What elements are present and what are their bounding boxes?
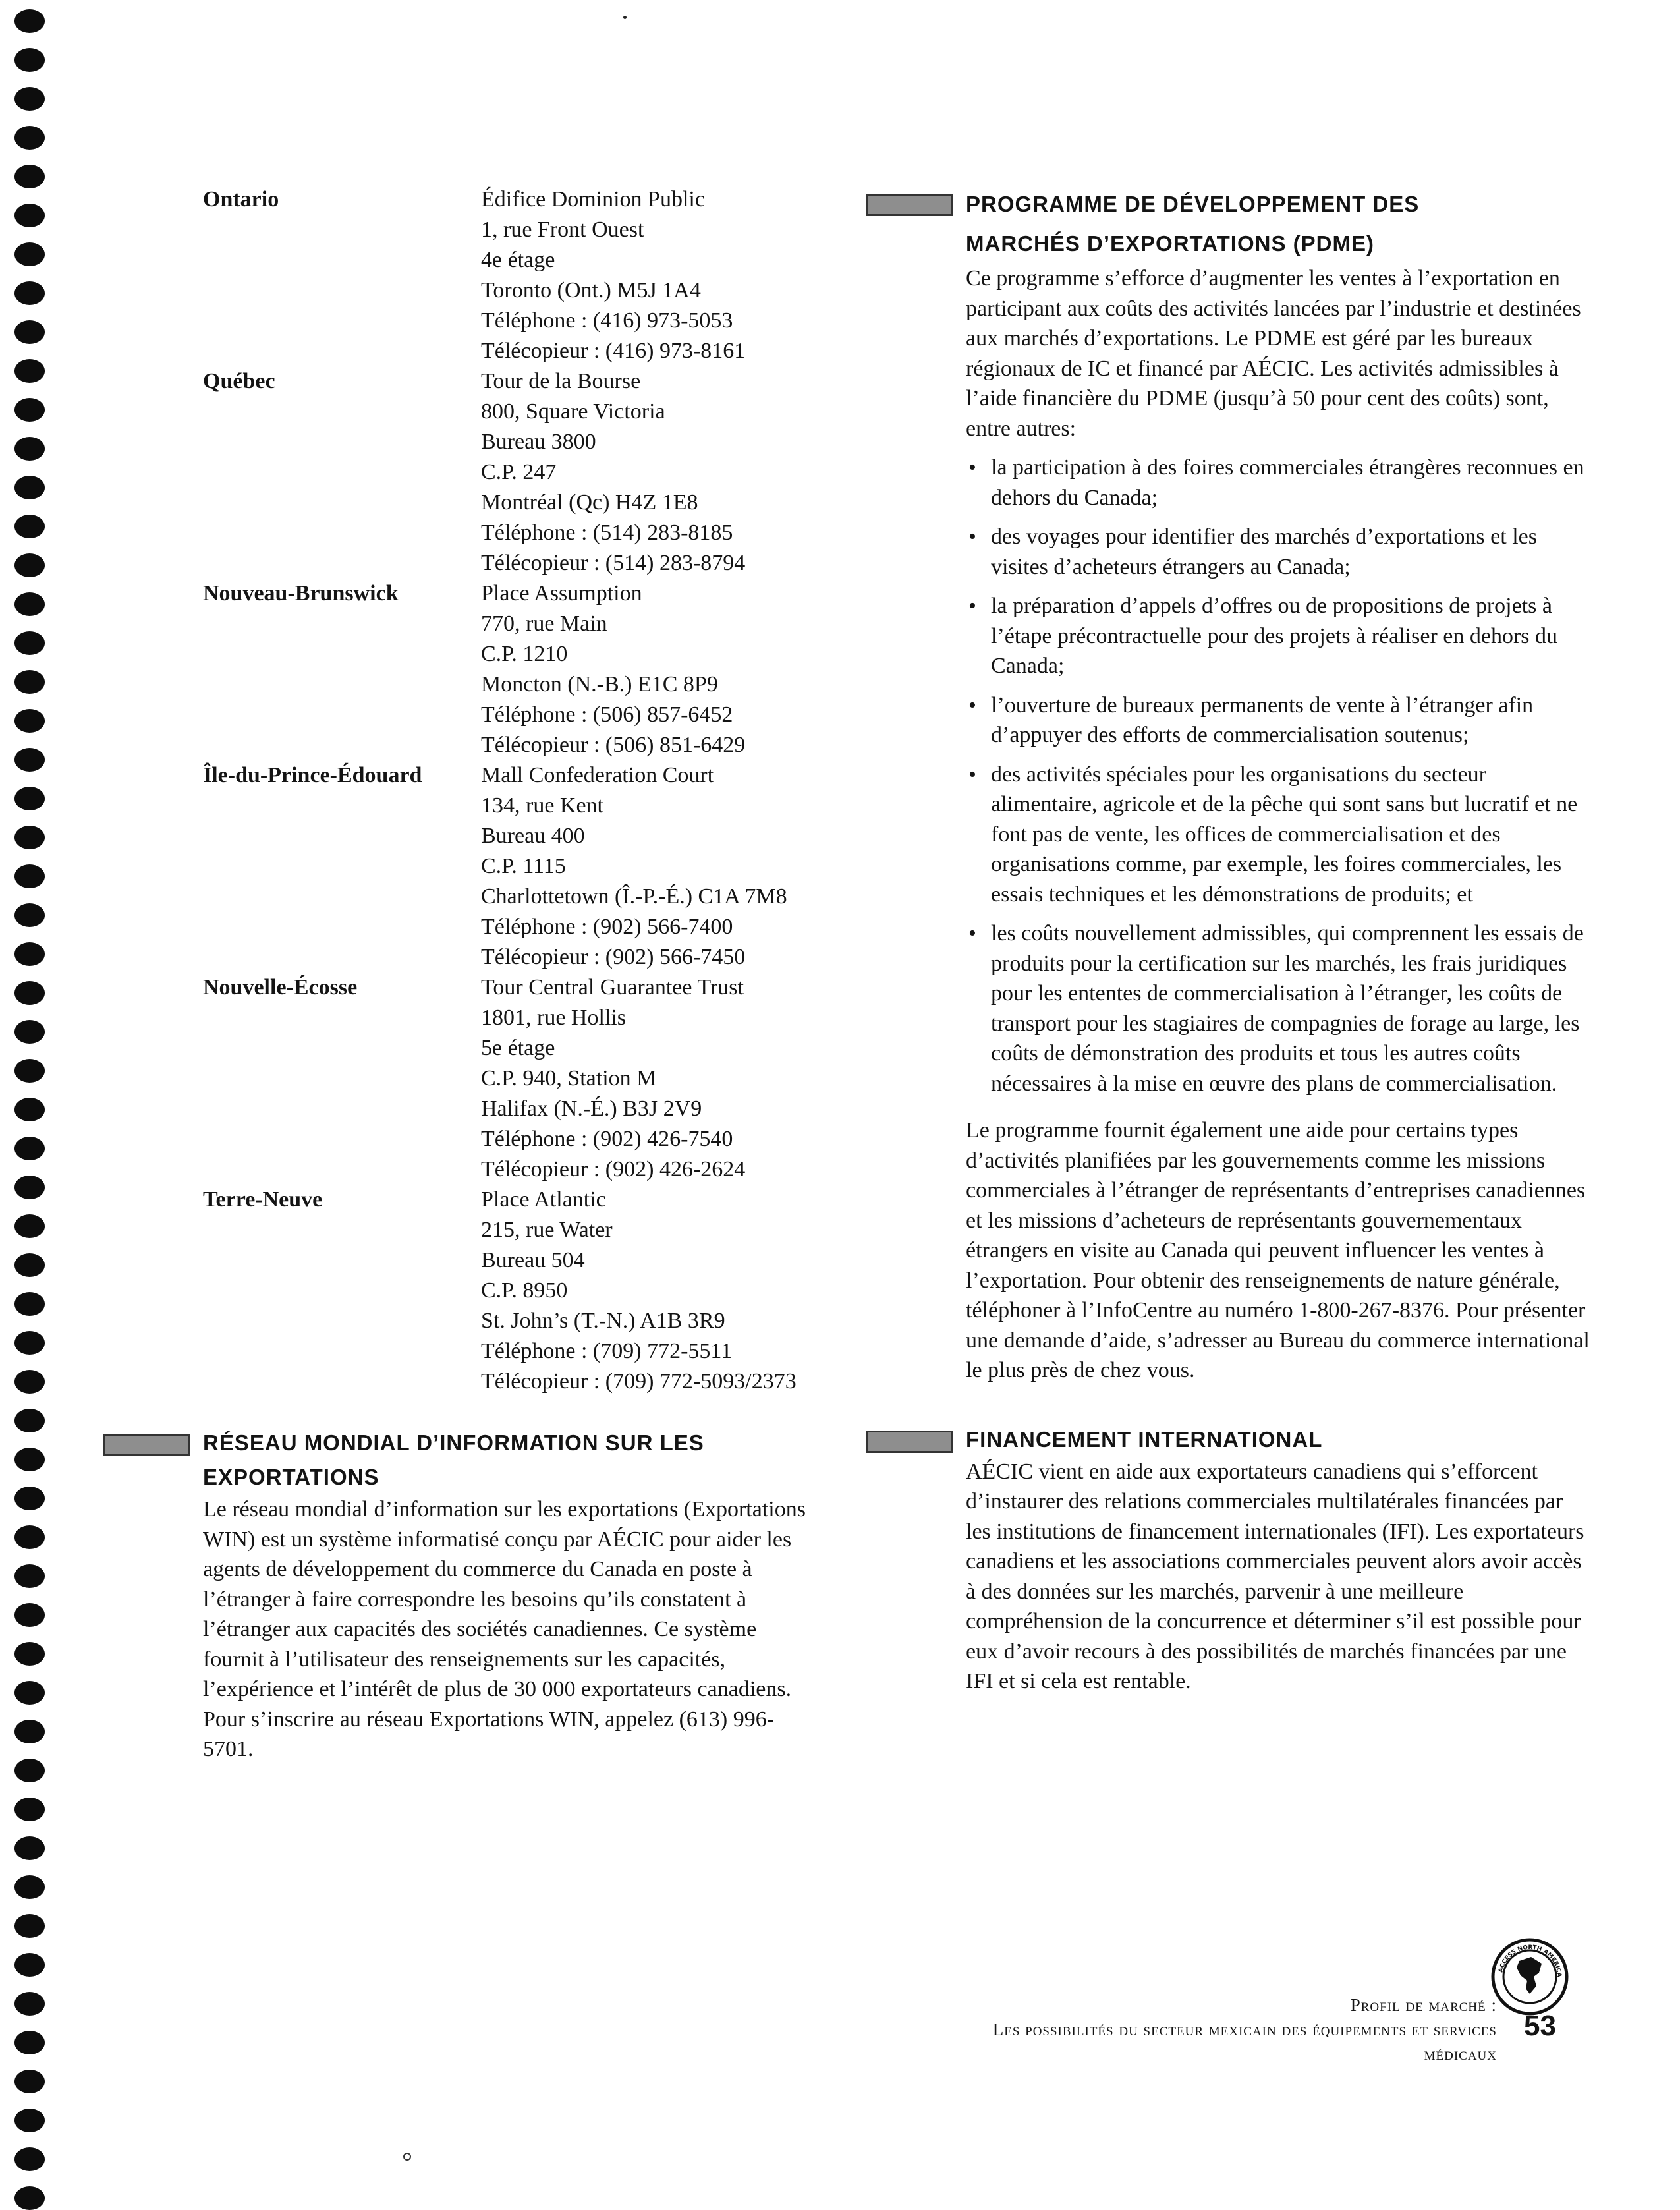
- list-item: • des activités spéciales pour les organisations du secteur alimentaire, agricole et de la pêche qui sont sans but lucratif et ne font pas de vente, les offices de commercialisation et des organisations comme, par exemple, les foires commerciales, les essais techniques et les démonstrations de produits; et: [966, 760, 1592, 910]
- address-line: Téléphone : (506) 857-6452: [481, 702, 733, 727]
- office-province: Québec: [203, 369, 275, 393]
- address-line: Mall Confederation Court: [481, 763, 714, 787]
- address-line: Bureau 504: [481, 1248, 585, 1272]
- address-line: Place Assumption: [481, 581, 642, 606]
- office-entry: [203, 579, 862, 760]
- address-line: Téléphone : (709) 772-5511: [481, 1339, 733, 1363]
- binding-hole: [14, 126, 45, 150]
- office-entry: [203, 366, 862, 579]
- binding-hole: [14, 87, 45, 111]
- section-title: [966, 184, 1592, 264]
- address-line: Téléphone : (514) 283-8185: [481, 521, 733, 545]
- address-line: Télécopieur : (416) 973-8161: [481, 339, 746, 363]
- address-line: 5e étage: [481, 1036, 555, 1060]
- section-title: [203, 1426, 862, 1494]
- page-number: 53: [1524, 2010, 1556, 2042]
- binding-hole: [14, 48, 45, 72]
- binding-hole: [14, 1487, 45, 1510]
- binding-hole: [14, 748, 45, 772]
- binding-hole: [14, 1020, 45, 1044]
- access-north-america-seal-icon: [1490, 1937, 1569, 2016]
- pdme-section: [966, 184, 1592, 1386]
- binding-hole: [14, 2186, 45, 2210]
- binding-hole: [14, 1448, 45, 1471]
- section-marker: [103, 1434, 190, 1456]
- section-body: AÉCIC vient en aide aux exportateurs canadiens qui s’efforcent d’instaurer des relations commerciales multilatérales financées par les institutions de financement internationales (IFI). Les exportateurs canadiens et les associations commerciales peuvent alors avoir accès à des données sur les marchés, parvenir à une meilleure compréhension de la concurrence et déterminer s’il est possible pour eux d’avoir recours à des possibilités de marchés financées par une IFI et si cela est rentable.: [966, 1459, 1584, 1693]
- binding-hole: [14, 398, 45, 422]
- binding-hole: [14, 631, 45, 655]
- section-marker: [866, 194, 953, 216]
- title-line: EXPORTATIONS: [203, 1465, 379, 1489]
- binding-hole: [14, 942, 45, 966]
- binding-hole: [14, 1759, 45, 1782]
- office-province: Île-du-Prince-Édouard: [203, 763, 422, 787]
- address-line: Bureau 400: [481, 824, 585, 848]
- section-closing: Le programme fournit également une aide pour certains types d’activités planifiées par les gouvernements comme les missions commerciales à l’étranger de représentants d’entreprises canadiennes et les missions d’acheteurs de représentants gouvernementaux étrangers en visite au Canada qui peuvent influencer les ventes à l’exportation. Pour obtenir des renseignements de nature générale, téléphoner à l’InfoCentre au numéro 1-800-267-8376. Pour présenter une demande d’aide, s’adresser au Bureau du commerce international le plus près de chez vous.: [966, 1118, 1590, 1382]
- office-entry: [203, 1185, 862, 1397]
- section-intro: Ce programme s’efforce d’augmenter les ventes à l’exportation en participant aux coûts des activités lancées par l’industrie et destinées aux marchés d’exportations. Le PDME est géré par les bureaux régionaux de IC et financé par AÉCIC. Les activités admissibles à l’aide financière du PDME (jusqu’à 50 pour cent des coûts) sont, entre autres:: [966, 266, 1581, 441]
- section-marker: [866, 1431, 953, 1453]
- address-line: Téléphone : (416) 973-5053: [481, 308, 733, 333]
- list-item: • la préparation d’appels d’offres ou de propositions de projets à l’étape précontractuelle pour des projets à réaliser en dehors du Canada;: [966, 591, 1592, 681]
- list-item: • les coûts nouvellement admissibles, qui comprennent les essais de produits pour la certification sur les marchés, les frais juridiques pour les ententes de commercialisation à l’étranger, les coûts de transport pour les stagiaires de compagnies de forage au large, les coûts de démonstration des produits et tous les autres coûts nécessaires à la mise en œuvre des plans de commercialisation.: [966, 919, 1592, 1098]
- office-province: Ontario: [203, 187, 279, 212]
- office-entry: [203, 760, 862, 973]
- binding-hole: [14, 1992, 45, 2016]
- binding-hole: [14, 1914, 45, 1938]
- section-title: FINANCEMENT INTERNATIONAL: [966, 1427, 1323, 1452]
- binding-hole: [14, 1331, 45, 1355]
- binding-hole: [14, 1720, 45, 1743]
- address-line: Moncton (N.-B.) E1C 8P9: [481, 672, 718, 696]
- address-line: Montréal (Qc) H4Z 1E8: [481, 490, 698, 515]
- section-body: Le réseau mondial d’information sur les exportations (Exportations WIN) est un système informatisé conçu par AÉCIC pour aider les agents de développement du commerce du Canada en poste à l’étranger à faire correspondre les besoins qu’ils constatent à l’étranger aux capacités des sociétés canadiennes. Ce système fournit à l’utilisateur des renseignements sur les capacités, l’expérience et l’intérêt de plus de 30 000 exportateurs canadiens. Pour s’inscrire au réseau Exportations WIN, appelez (613) 996-5701.: [203, 1497, 806, 1761]
- binding-hole: [14, 9, 45, 33]
- address-line: 1, rue Front Ouest: [481, 217, 644, 242]
- binding-hole: [14, 165, 45, 188]
- address-line: Télécopieur : (902) 566-7450: [481, 945, 746, 969]
- binding-hole: [14, 2109, 45, 2132]
- binding-hole: [14, 1214, 45, 1238]
- address-line: C.P. 940, Station M: [481, 1066, 657, 1091]
- scan-speck: [403, 2153, 411, 2161]
- address-line: Télécopieur : (902) 426-2624: [481, 1157, 746, 1181]
- list-item: • l’ouverture de bureaux permanents de vente à l’étranger afin d’appuyer des efforts de commercialisation soutenus;: [966, 691, 1592, 751]
- list-item: • des voyages pour identifier des marchés d’exportations et les visites d’acheteurs étrangers au Canada;: [966, 522, 1592, 582]
- office-address: [481, 760, 862, 973]
- address-line: Bureau 3800: [481, 430, 596, 454]
- binding-hole: [14, 1253, 45, 1277]
- binding-hole: [14, 1798, 45, 1821]
- binding-hole: [14, 1875, 45, 1899]
- binding-hole: [14, 437, 45, 461]
- binding-hole: [14, 2031, 45, 2054]
- office-province: Terre-Neuve: [203, 1187, 323, 1212]
- footer-line: Les possibilités du secteur mexicain des équipements et services: [992, 2020, 1497, 2039]
- binding-hole: [14, 981, 45, 1005]
- address-line: Halifax (N.-É.) B3J 2V9: [481, 1096, 702, 1121]
- address-line: Charlottetown (Î.-P.-É.) C1A 7M8: [481, 884, 787, 909]
- office-province: Nouvelle-Écosse: [203, 975, 358, 1000]
- address-line: Télécopieur : (709) 772-5093/2373: [481, 1369, 797, 1394]
- spiral-binding: [14, 0, 46, 2194]
- binding-hole: [14, 476, 45, 499]
- binding-hole: [14, 1137, 45, 1160]
- address-line: Toronto (Ont.) M5J 1A4: [481, 278, 701, 302]
- address-line: Tour Central Guarantee Trust: [481, 975, 744, 1000]
- office-entry: [203, 184, 862, 366]
- address-line: Téléphone : (902) 566-7400: [481, 915, 733, 939]
- scan-speck: [623, 16, 627, 19]
- office-address: [481, 184, 862, 366]
- address-line: Édifice Dominion Public: [481, 187, 705, 212]
- address-line: Téléphone : (902) 426-7540: [481, 1127, 733, 1151]
- binding-hole: [14, 592, 45, 616]
- binding-hole: [14, 1681, 45, 1705]
- binding-hole: [14, 670, 45, 694]
- footer-line: médicaux: [1424, 2044, 1497, 2064]
- address-line: 800, Square Victoria: [481, 399, 665, 424]
- address-line: C.P. 1210: [481, 642, 568, 666]
- binding-hole: [14, 1370, 45, 1394]
- financement-section: [966, 1423, 1592, 1697]
- binding-hole: [14, 1098, 45, 1121]
- binding-hole: [14, 1409, 45, 1432]
- office-province: Nouveau-Brunswick: [203, 581, 399, 606]
- office-address: [481, 973, 862, 1185]
- binding-hole: [14, 242, 45, 266]
- binding-hole: [14, 2070, 45, 2093]
- binding-hole: [14, 553, 45, 577]
- left-column: [203, 184, 862, 1765]
- address-line: 1801, rue Hollis: [481, 1006, 627, 1030]
- binding-hole: [14, 2147, 45, 2171]
- address-line: Place Atlantic: [481, 1187, 606, 1212]
- binding-hole: [14, 1564, 45, 1588]
- reseau-section: [203, 1426, 862, 1765]
- address-line: St. John’s (T.-N.) A1B 3R9: [481, 1309, 725, 1333]
- binding-hole: [14, 281, 45, 305]
- address-line: 4e étage: [481, 248, 555, 272]
- binding-hole: [14, 515, 45, 538]
- binding-hole: [14, 1953, 45, 1977]
- footer-line: Profil de marché :: [1350, 1995, 1497, 2015]
- address-line: C.P. 8950: [481, 1278, 568, 1303]
- binding-hole: [14, 1642, 45, 1666]
- office-entry: [203, 973, 862, 1185]
- office-address: [481, 579, 862, 760]
- address-line: C.P. 1115: [481, 854, 566, 878]
- address-line: 134, rue Kent: [481, 793, 604, 818]
- address-line: Télécopieur : (506) 851-6429: [481, 733, 746, 757]
- binding-hole: [14, 787, 45, 810]
- seal-text: ACCESS NORTH AMERICA: [1498, 1944, 1563, 1978]
- binding-hole: [14, 359, 45, 383]
- title-line: MARCHÉS D’EXPORTATIONS (PDME): [966, 231, 1374, 256]
- title-line: PROGRAMME DE DÉVELOPPEMENT DES: [966, 192, 1420, 216]
- office-address: [481, 366, 862, 579]
- binding-hole: [14, 1836, 45, 1860]
- binding-hole: [14, 1603, 45, 1627]
- bullet-list: [966, 453, 1592, 1098]
- right-column: [966, 184, 1592, 1697]
- binding-hole: [14, 864, 45, 888]
- binding-hole: [14, 1292, 45, 1316]
- address-line: C.P. 247: [481, 460, 557, 484]
- binding-hole: [14, 826, 45, 849]
- binding-hole: [14, 1525, 45, 1549]
- office-address: [481, 1185, 862, 1397]
- binding-hole: [14, 1059, 45, 1083]
- address-line: Télécopieur : (514) 283-8794: [481, 551, 746, 575]
- address-line: Tour de la Bourse: [481, 369, 641, 393]
- binding-hole: [14, 204, 45, 227]
- office-list: [203, 184, 862, 1397]
- binding-hole: [14, 320, 45, 344]
- binding-hole: [14, 709, 45, 733]
- title-line: RÉSEAU MONDIAL D’INFORMATION SUR LES: [203, 1431, 704, 1455]
- list-item: • la participation à des foires commerciales étrangères reconnues en dehors du Canada;: [966, 453, 1592, 513]
- address-line: 770, rue Main: [481, 611, 607, 636]
- binding-hole: [14, 1176, 45, 1199]
- address-line: 215, rue Water: [481, 1218, 613, 1242]
- page-footer: [993, 1993, 1497, 2066]
- binding-hole: [14, 903, 45, 927]
